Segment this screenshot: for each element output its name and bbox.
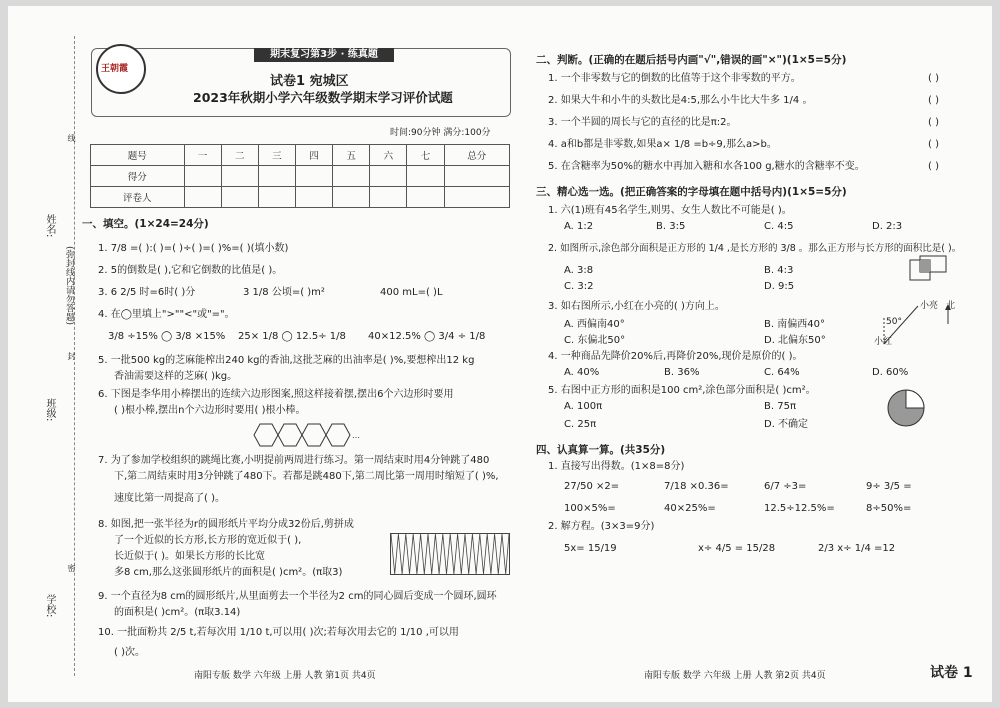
calc-item: 27/50 ×2= bbox=[564, 481, 620, 492]
equation-instruction: 2. 解方程。(3×3=9分) bbox=[548, 521, 655, 532]
q1-7-line1: 7. 为了参加学校组织的跳绳比赛,小明提前两周进行练习。第一周结束时用4分钟跳了480 bbox=[98, 455, 490, 466]
name-label: 姓名: bbox=[44, 214, 55, 238]
paper-title: 试卷1 宛城区 bbox=[270, 74, 349, 89]
calc-item: 6/7 ÷3= bbox=[764, 481, 807, 492]
choice-q3-opt-a[interactable]: A. 西偏南40° bbox=[564, 319, 625, 330]
score-header: 六 bbox=[370, 145, 407, 166]
grader-row-label: 评卷人 bbox=[91, 187, 185, 208]
q1-4b: 25× 1/8 ◯ 12.5÷ 1/8 bbox=[238, 331, 346, 342]
exam-sheet bbox=[8, 6, 992, 702]
choice-q2-opt-a[interactable]: A. 3:8 bbox=[564, 265, 594, 276]
direction-label-angle: 50° bbox=[886, 317, 902, 327]
grader-cell[interactable] bbox=[295, 187, 332, 208]
calc-item: 12.5÷12.5%= bbox=[764, 503, 835, 514]
q1-8-line2: 了一个近似的长方形,长方形的宽近似于( ), bbox=[114, 535, 302, 546]
judge-item-3: 3. 一个半圆的周长与它的直径的比是π:2。 bbox=[548, 117, 737, 128]
grader-cell[interactable] bbox=[407, 187, 444, 208]
judge-item-2: 2. 如果大牛和小牛的头数比是4:5,那么小牛比大牛多 1/4 。 bbox=[548, 95, 813, 106]
choice-q5-opt-a[interactable]: A. 100π bbox=[564, 401, 603, 412]
school-label: 学校: bbox=[44, 594, 55, 618]
q1-3c: 400 mL=( )L bbox=[380, 287, 443, 298]
q1-4: 4. 在◯里填上">""<"或"="。 bbox=[98, 309, 235, 320]
choice-q5-opt-c[interactable]: C. 25π bbox=[564, 419, 597, 430]
judge-item-4: 4. a和b都是非零数,如果a× 1/8 =b÷9,那么a>b。 bbox=[548, 139, 777, 150]
footer-right: 南阳专版 数学 六年级 上册 人教 第2页 共4页 bbox=[644, 671, 826, 681]
choice-q3-opt-b[interactable]: B. 南偏西40° bbox=[764, 319, 825, 330]
score-cell[interactable] bbox=[370, 166, 407, 187]
judge-answer-4[interactable]: ( ) bbox=[928, 139, 939, 150]
class-label: 班级: bbox=[44, 398, 55, 422]
q1-6-line2: ( )根小棒,摆出n个六边形时要用( )根小棒。 bbox=[114, 405, 306, 416]
choice-q5-opt-b[interactable]: B. 75π bbox=[764, 401, 796, 412]
seal-mark-secret: 密 bbox=[67, 564, 76, 572]
choice-q3-opt-d[interactable]: D. 北偏东50° bbox=[764, 335, 826, 346]
calc-instruction: 1. 直接写出得数。(1×8=8分) bbox=[548, 461, 685, 472]
q1-8-line3: 长近似于( )。如果长方形的长比宽 bbox=[114, 551, 265, 562]
choice-q4-opt-a[interactable]: A. 40% bbox=[564, 367, 600, 378]
choice-q3-opt-c[interactable]: C. 东偏北50° bbox=[564, 335, 626, 346]
direction-label-north: 北 bbox=[946, 301, 956, 311]
q1-10-line1: 10. 一批面粉共 2/5 t,若每次用 1/10 t,可以用( )次;若每次用去它的 1/10 ,可以用 bbox=[98, 627, 459, 638]
q1-5-line2: 香油需要这样的芝麻( )kg。 bbox=[114, 371, 238, 382]
score-cell[interactable] bbox=[295, 166, 332, 187]
choice-q2: 2. 如图所示,涂色部分面积是正方形的 1/4 ,是长方形的 3/8 。那么正方形与长方形的面积比是( )。 bbox=[548, 243, 962, 254]
seal-note: (弥封线内请勿答题) bbox=[64, 246, 74, 326]
calc-item: 100×5%= bbox=[564, 503, 616, 514]
choice-q4-opt-c[interactable]: C. 64% bbox=[764, 367, 800, 378]
choice-q4: 4. 一种商品先降价20%后,再降价20%,现价是原价的( )。 bbox=[548, 351, 803, 362]
square-rectangle-figure bbox=[908, 254, 948, 284]
q1-5-line1: 5. 一批500 kg的芝麻能榨出240 kg的香油,这批芝麻的出油率是( )%,要想榨出12 kg bbox=[98, 355, 475, 366]
grader-cell[interactable] bbox=[333, 187, 370, 208]
score-row-label: 得分 bbox=[91, 166, 185, 187]
score-header: 一 bbox=[184, 145, 221, 166]
score-cell[interactable] bbox=[333, 166, 370, 187]
judge-item-5: 5. 在含糖率为50%的糖水中再加入糖和水各100 g,糖水的含糖率不变。 bbox=[548, 161, 865, 172]
direction-label-xiaohong: 小红 bbox=[874, 337, 893, 347]
judge-item-1: 1. 一个非零数与它的倒数的比值等于这个非零数的平方。 bbox=[548, 73, 801, 84]
score-cell[interactable] bbox=[258, 166, 295, 187]
choice-q1: 1. 六(1)班有45名学生,则男、女生人数比不可能是( )。 bbox=[548, 205, 792, 216]
seal-mark-line: 线 bbox=[67, 134, 76, 142]
footer-left: 南阳专版 数学 六年级 上册 人教 第1页 共4页 bbox=[194, 671, 376, 681]
circle-square-figure bbox=[886, 388, 926, 428]
score-header: 五 bbox=[333, 145, 370, 166]
judge-answer-1[interactable]: ( ) bbox=[928, 73, 939, 84]
grader-cell[interactable] bbox=[258, 187, 295, 208]
score-cell[interactable] bbox=[184, 166, 221, 187]
score-header: 七 bbox=[407, 145, 444, 166]
equation-item: 2/3 x÷ 1/4 =12 bbox=[818, 543, 896, 554]
paper-tag: 试卷 1 bbox=[930, 665, 973, 681]
choice-q4-opt-b[interactable]: B. 36% bbox=[664, 367, 700, 378]
calc-item: 8÷50%= bbox=[866, 503, 912, 514]
q1-10-line2: ( )次。 bbox=[114, 647, 145, 658]
choice-q1-opt-d[interactable]: D. 2:3 bbox=[872, 221, 903, 232]
logo-text: 王朝霞 bbox=[101, 64, 129, 74]
choice-q2-opt-c[interactable]: C. 3:2 bbox=[564, 281, 594, 292]
seal-mark-seal: 封 bbox=[67, 352, 76, 360]
direction-label-xiaoliang: 小亮 bbox=[920, 301, 939, 311]
q1-7-line3: 速度比第一周提高了( )。 bbox=[114, 493, 225, 504]
grader-cell[interactable] bbox=[370, 187, 407, 208]
choice-q3: 3. 如右图所示,小红在小亮的( )方向上。 bbox=[548, 301, 725, 312]
q1-9-line1: 9. 一个直径为8 cm的圆形纸片,从里面剪去一个半径为2 cm的同心圆后变成一个圆环,圆环 bbox=[98, 591, 497, 602]
choice-q5: 5. 右图中正方形的面积是100 cm²,涂色部分面积是( )cm²。 bbox=[548, 385, 816, 396]
section1-title: 一、填空。(1×24=24分) bbox=[82, 218, 209, 230]
q1-8-line4: 多8 cm,那么这张圆形纸片的面积是( )cm²。(π取3) bbox=[114, 567, 343, 578]
choice-q1-opt-b[interactable]: B. 3:5 bbox=[656, 221, 686, 232]
score-header: 二 bbox=[221, 145, 258, 166]
choice-q2-opt-b[interactable]: B. 4:3 bbox=[764, 265, 794, 276]
choice-q4-opt-d[interactable]: D. 60% bbox=[872, 367, 909, 378]
choice-q2-opt-d[interactable]: D. 9:5 bbox=[764, 281, 795, 292]
equation-item: x÷ 4/5 = 15/28 bbox=[698, 543, 776, 554]
choice-q5-opt-d[interactable]: D. 不确定 bbox=[764, 419, 809, 430]
score-header: 四 bbox=[295, 145, 332, 166]
judge-answer-3[interactable]: ( ) bbox=[928, 117, 939, 128]
equation-item: 5x= 15/19 bbox=[564, 543, 617, 554]
q1-4c: 40×12.5% ◯ 3/4 ÷ 1/8 bbox=[368, 331, 486, 342]
q1-2: 2. 5的倒数是( ),它和它倒数的比值是( )。 bbox=[98, 265, 283, 276]
q1-4a: 3/8 ÷15% ◯ 3/8 ×15% bbox=[108, 331, 226, 342]
grader-cell[interactable] bbox=[184, 187, 221, 208]
section4-title: 四、认真算一算。(共35分) bbox=[536, 444, 666, 456]
calc-item: 40×25%= bbox=[664, 503, 716, 514]
choice-q1-opt-c[interactable]: C. 4:5 bbox=[764, 221, 794, 232]
score-header: 总分 bbox=[444, 145, 509, 166]
choice-q1-opt-a[interactable]: A. 1:2 bbox=[564, 221, 594, 232]
paper-subtitle: 2023年秋期小学六年级数学期末学习评价试题 bbox=[193, 90, 453, 105]
grader-cell[interactable] bbox=[221, 187, 258, 208]
q1-9-line2: 的面积是( )cm²。(π取3.14) bbox=[114, 607, 241, 618]
score-cell[interactable] bbox=[407, 166, 444, 187]
calc-item: 9÷ 3/5 = bbox=[866, 481, 912, 492]
section3-title: 三、精心选一选。(把正确答案的字母填在题中括号内)(1×5=5分) bbox=[536, 186, 847, 198]
score-header: 三 bbox=[258, 145, 295, 166]
score-header: 题号 bbox=[91, 145, 185, 166]
q1-6-line1: 6. 下图是李华用小棒摆出的连续六边形图案,照这样接着摆,摆出6个六边形时要用 bbox=[98, 389, 454, 400]
q1-3a: 3. 6 2/5 时=6时( )分 bbox=[98, 287, 196, 298]
logo bbox=[96, 44, 146, 94]
section2-title: 二、判断。(正确的在题后括号内画"√",错误的画"×")(1×5=5分) bbox=[536, 54, 847, 66]
svg-text:…: … bbox=[352, 431, 360, 440]
q1-8-line1: 8. 如图,把一张半径为r的圆形纸片平均分成32份后,剪拼成 bbox=[98, 519, 354, 530]
score-cell[interactable] bbox=[221, 166, 258, 187]
hexagon-pattern bbox=[248, 420, 360, 450]
rearranged-circle-figure bbox=[390, 533, 510, 575]
judge-answer-5[interactable]: ( ) bbox=[928, 161, 939, 172]
q1-1: 1. 7/8 =( ):( )=( )÷( )=( )%=( )(填小数) bbox=[98, 243, 289, 254]
grader-cell[interactable] bbox=[444, 187, 509, 208]
time-info: 时间:90分钟 满分:100分 bbox=[390, 128, 491, 138]
judge-answer-2[interactable]: ( ) bbox=[928, 95, 939, 106]
calc-item: 7/18 ×0.36= bbox=[664, 481, 729, 492]
banner: 期末复习第3步 · 练真题 bbox=[254, 48, 394, 62]
q1-3b: 3 1/8 公顷=( )m² bbox=[243, 287, 325, 298]
score-cell[interactable] bbox=[444, 166, 509, 187]
q1-7-line2: 下,第二周结束时用3分钟跳了480下。若都是跳480下,第二周比第一周用时缩短了( )%, bbox=[114, 471, 499, 482]
score-table bbox=[90, 144, 510, 208]
